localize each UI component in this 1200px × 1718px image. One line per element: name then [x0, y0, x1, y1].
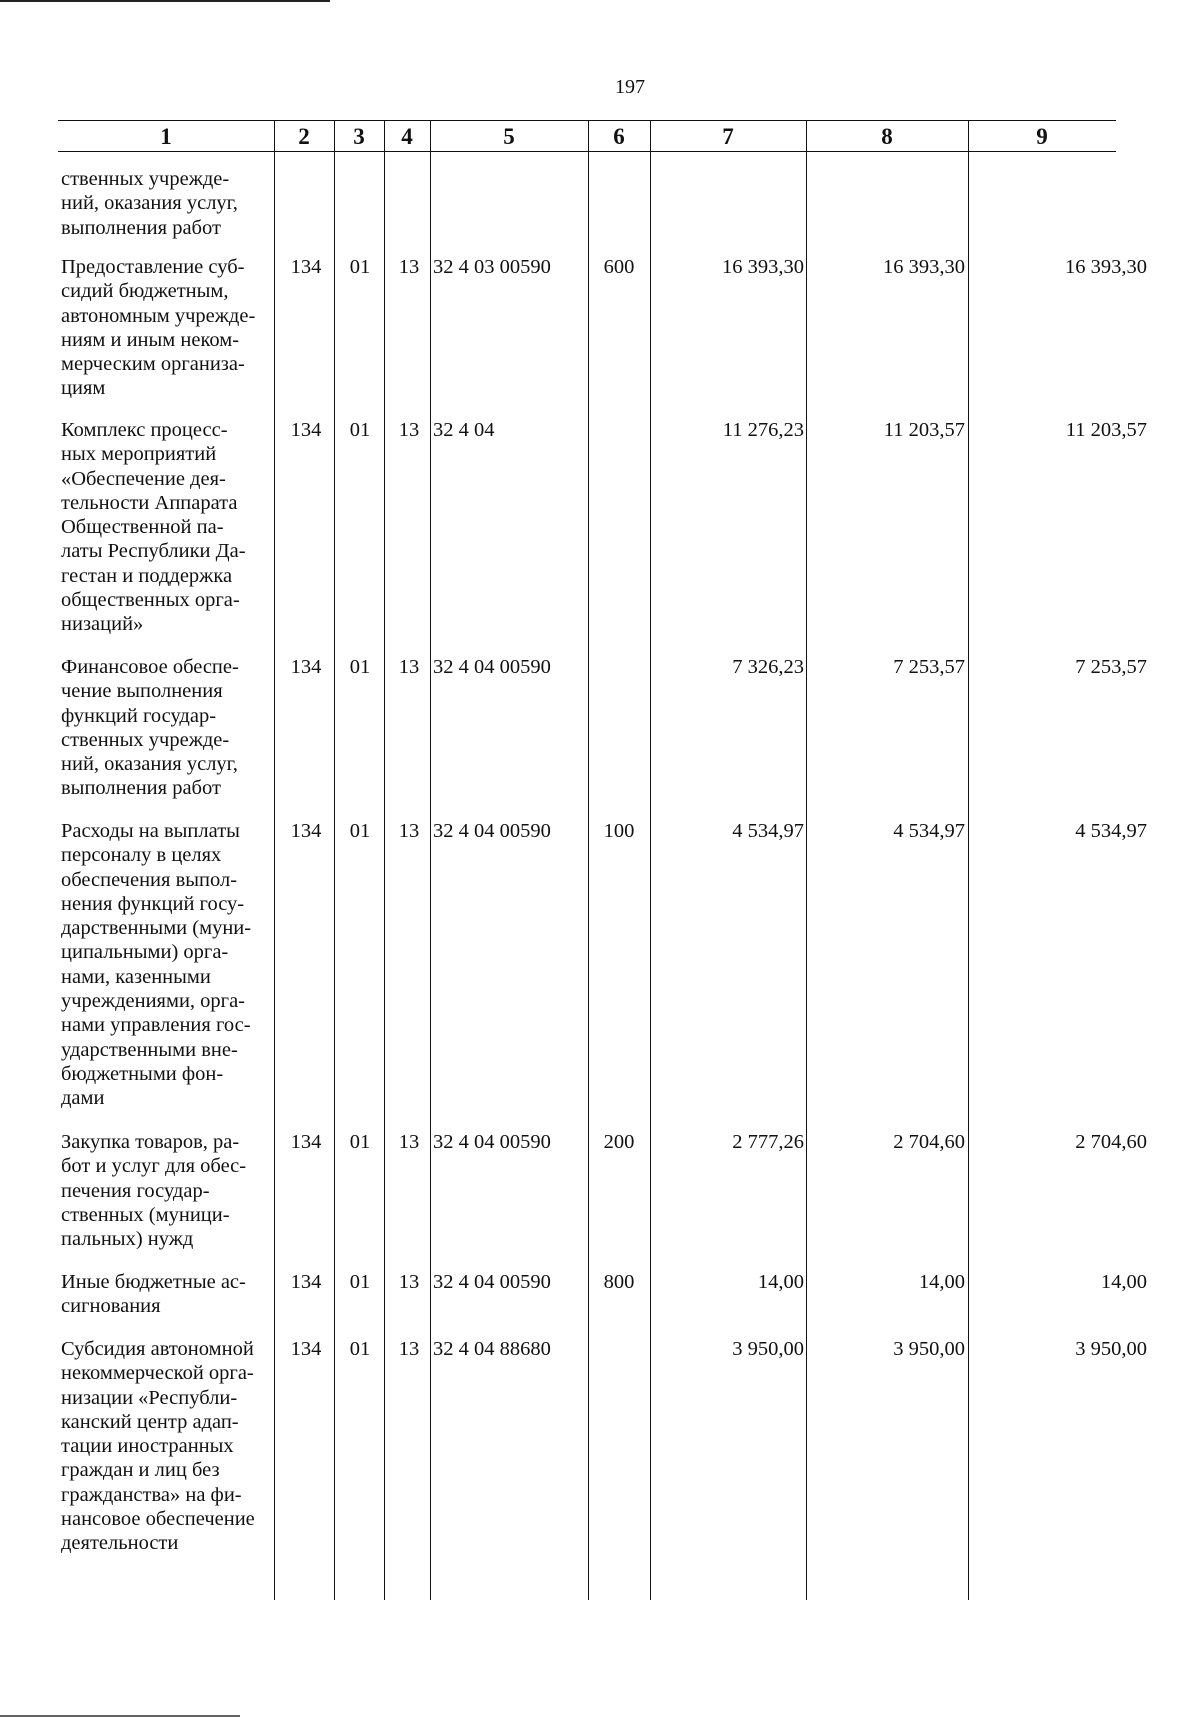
row-col-7: 16 393,30 — [722, 256, 804, 278]
row-col-9: 3 950,00 — [1075, 1338, 1147, 1360]
row-col-5: 32 4 03 00590 — [433, 256, 551, 278]
row-col-5: 32 4 04 — [433, 419, 495, 441]
scan-mark — [0, 0, 330, 2]
row-col-9: 2 704,60 — [1075, 1131, 1147, 1153]
row-name: Комплекс процесс- ных мероприятий «Обеспечение дея- тельности Аппарата Общественной па- латы Республики Да- гестан и поддержка общественных орга- низаций» — [61, 419, 246, 636]
row-col-7: 7 326,23 — [732, 656, 804, 678]
row-col-6: 800 — [603, 1271, 635, 1293]
column-header-3: 3 — [353, 124, 365, 149]
row-col-3: 01 — [349, 1271, 371, 1293]
column-divider — [650, 120, 651, 1600]
column-divider — [430, 120, 431, 1600]
row-col-8: 2 704,60 — [893, 1131, 965, 1153]
row-col-3: 01 — [349, 256, 371, 278]
row-col-4: 13 — [398, 820, 420, 842]
row-col-3: 01 — [349, 1338, 371, 1360]
row-col-9: 4 534,97 — [1075, 820, 1147, 842]
row-col-4: 13 — [398, 256, 420, 278]
row-col-9: 11 203,57 — [1065, 419, 1147, 441]
column-divider — [968, 120, 969, 1600]
row-col-3: 01 — [349, 419, 371, 441]
row-col-4: 13 — [398, 656, 420, 678]
row-col-2: 134 — [290, 256, 322, 278]
row-col-4: 13 — [398, 1131, 420, 1153]
row-col-6: 200 — [603, 1131, 635, 1153]
row-name: Субсидия автономной некоммерческой орга- низации «Республи- канский центр адап- тации иностранных граждан и лиц без гражданства» на фи- нансовое обеспечение деятельности — [61, 1338, 255, 1555]
row-name: Расходы на выплаты персоналу в целях обеспечения выпол- нения функций госу- дарственными (муни- ципальными) орга- нами, казенными учреждениями, орга- нами управления гос- ударственными вне- бюджетными фон- дами — [61, 820, 252, 1110]
row-name: Иные бюджетные ас- сигнования — [61, 1271, 246, 1318]
row-col-2: 134 — [290, 656, 322, 678]
column-header-2: 2 — [298, 124, 310, 149]
row-name: ственных учрежде- ний, оказания услуг, выполнения работ — [61, 168, 238, 239]
column-divider — [384, 120, 385, 1600]
row-col-8: 7 253,57 — [893, 656, 965, 678]
row-col-6: 100 — [603, 820, 635, 842]
row-col-5: 32 4 04 00590 — [433, 1271, 551, 1293]
row-col-9: 14,00 — [1100, 1271, 1147, 1293]
row-col-3: 01 — [349, 656, 371, 678]
row-col-7: 14,00 — [757, 1271, 804, 1293]
row-col-4: 13 — [398, 1338, 420, 1360]
row-col-2: 134 — [290, 820, 322, 842]
column-header-8: 8 — [881, 124, 893, 149]
row-col-8: 16 393,30 — [883, 256, 965, 278]
scan-mark — [0, 1715, 240, 1717]
row-col-4: 13 — [398, 419, 420, 441]
row-col-9: 16 393,30 — [1065, 256, 1147, 278]
column-header-1: 1 — [160, 124, 172, 149]
column-divider — [334, 120, 335, 1600]
column-divider — [274, 120, 275, 1600]
column-divider — [806, 120, 807, 1600]
row-col-8: 4 534,97 — [893, 820, 965, 842]
column-header-9: 9 — [1036, 124, 1048, 149]
column-header-5: 5 — [503, 124, 515, 149]
column-header-6: 6 — [613, 124, 625, 149]
column-header-7: 7 — [722, 124, 734, 149]
row-col-9: 7 253,57 — [1075, 656, 1147, 678]
row-col-8: 3 950,00 — [893, 1338, 965, 1360]
row-col-7: 2 777,26 — [732, 1131, 804, 1153]
row-name: Закупка товаров, ра- бот и услуг для обес- печения государ- ственных (муници- пальных) нужд — [61, 1131, 247, 1251]
row-col-8: 11 203,57 — [883, 419, 965, 441]
row-col-2: 134 — [290, 419, 322, 441]
row-col-5: 32 4 04 00590 — [433, 1131, 551, 1153]
row-col-5: 32 4 04 88680 — [433, 1338, 551, 1360]
row-col-2: 134 — [290, 1271, 322, 1293]
row-col-7: 11 276,23 — [722, 419, 804, 441]
row-col-3: 01 — [349, 820, 371, 842]
row-col-6: 600 — [603, 256, 635, 278]
row-col-5: 32 4 04 00590 — [433, 820, 551, 842]
row-col-7: 3 950,00 — [732, 1338, 804, 1360]
column-divider — [588, 120, 589, 1600]
row-col-2: 134 — [290, 1131, 322, 1153]
row-col-5: 32 4 04 00590 — [433, 656, 551, 678]
row-col-3: 01 — [349, 1131, 371, 1153]
row-col-4: 13 — [398, 1271, 420, 1293]
row-name: Предоставление суб- сидий бюджетным, автономным учрежде- ниям и иным неком- мерческим организа- циям — [61, 256, 256, 400]
column-header-4: 4 — [401, 124, 413, 149]
page-number: 197 — [615, 76, 645, 98]
row-name: Финансовое обеспе- чение выполнения функций государ- ственных учрежде- ний, оказания услуг, выполнения работ — [61, 656, 239, 800]
row-col-7: 4 534,97 — [732, 820, 804, 842]
row-col-8: 14,00 — [918, 1271, 965, 1293]
row-col-2: 134 — [290, 1338, 322, 1360]
